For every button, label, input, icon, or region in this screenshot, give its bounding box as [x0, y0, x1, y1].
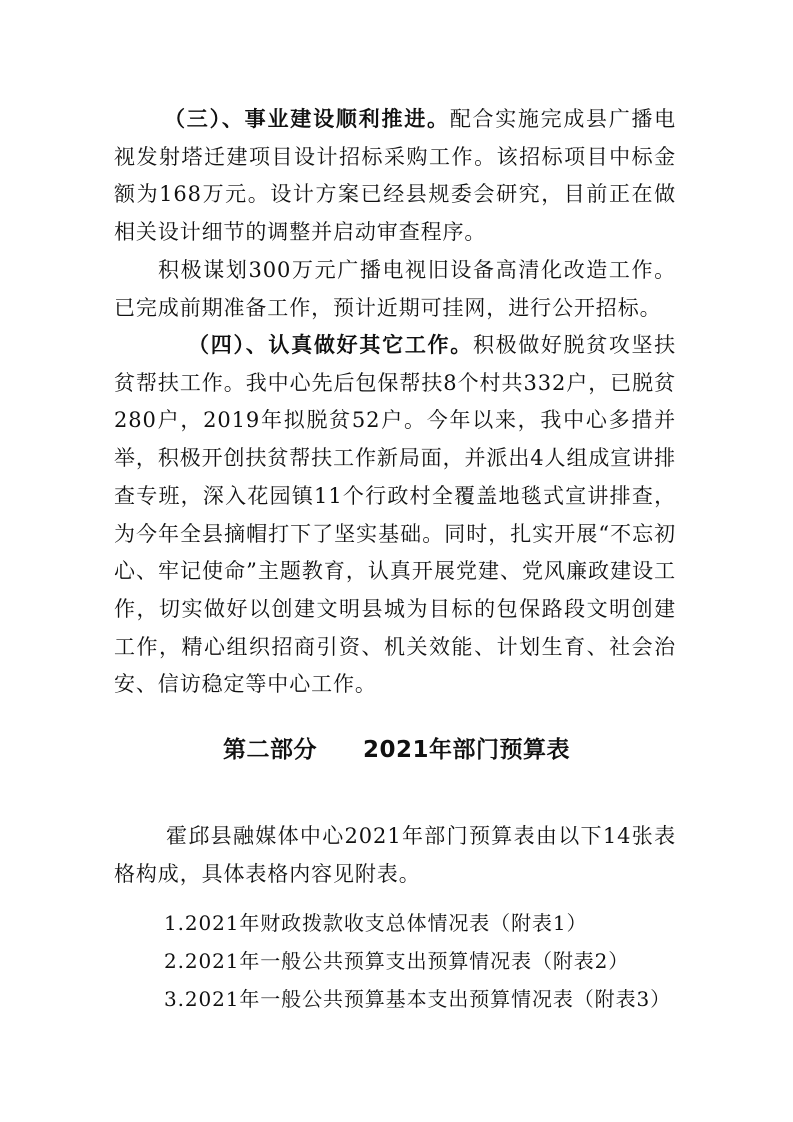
paragraph-equipment-upgrade — [114, 252, 676, 327]
paragraph-other-work — [114, 327, 676, 704]
part-label: 第二部分 — [222, 737, 317, 763]
table-list-item: 1.2021年财政拨款收支总体情况表（附表1） — [164, 911, 588, 935]
paragraph-body: 霍邱县融媒体中心2021年部门预算表由以下14张表格构成，具体表格内容见附表。 — [114, 824, 676, 886]
table-list-item: 2.2021年一般公共预算支出预算情况表（附表2） — [164, 949, 630, 973]
part-two-heading — [0, 731, 793, 764]
paragraph-budget-intro — [114, 818, 676, 893]
paragraph-lead-heading: （四）、认真做好其它工作。 — [188, 333, 474, 357]
paragraph-body: 积极谋划300万元广播电视旧设备高清化改造工作。已完成前期准备工作，预计近期可挂网，进行公开招标。 — [114, 258, 676, 320]
table-list-item: 3.2021年一般公共预算基本支出预算情况表（附表3） — [164, 987, 672, 1011]
paragraph-body: 积极做好脱贫攻坚扶贫帮扶工作。我中心先后包保帮扶8个村共332户，已脱贫280户，2019年拟脱贫52户。今年以来，我中心多措并举，积极开创扶贫帮扶工作新局面，并派出4人组成宣讲排查专班，深入花园镇11个行政村全覆盖地毯式宣讲排查，为今年全县摘帽打下了坚实基础。同时，扎实开展“不忘初心、牢记使命”主题教育，认真开展党建、党风廉政建设工作，切实做好以创建文明县城为目标的包保路段文明创建工作，精心组织招商引资、机关效能、计划生育、社会治安、信访稳定等中心工作。 — [114, 333, 676, 697]
paragraph-lead-heading: （三）、事业建设顺利推进。 — [164, 107, 450, 131]
paragraph-business-construction — [114, 101, 676, 252]
paragraph-body: 配合实施完成县广播电视发射塔迁建项目设计招标采购工作。该招标项目中标金额为168万元。设计方案已经县规委会研究，目前正在做相关设计细节的调整并启动审查程序。 — [114, 107, 677, 245]
part-title: 2021年部门预算表 — [362, 737, 570, 763]
